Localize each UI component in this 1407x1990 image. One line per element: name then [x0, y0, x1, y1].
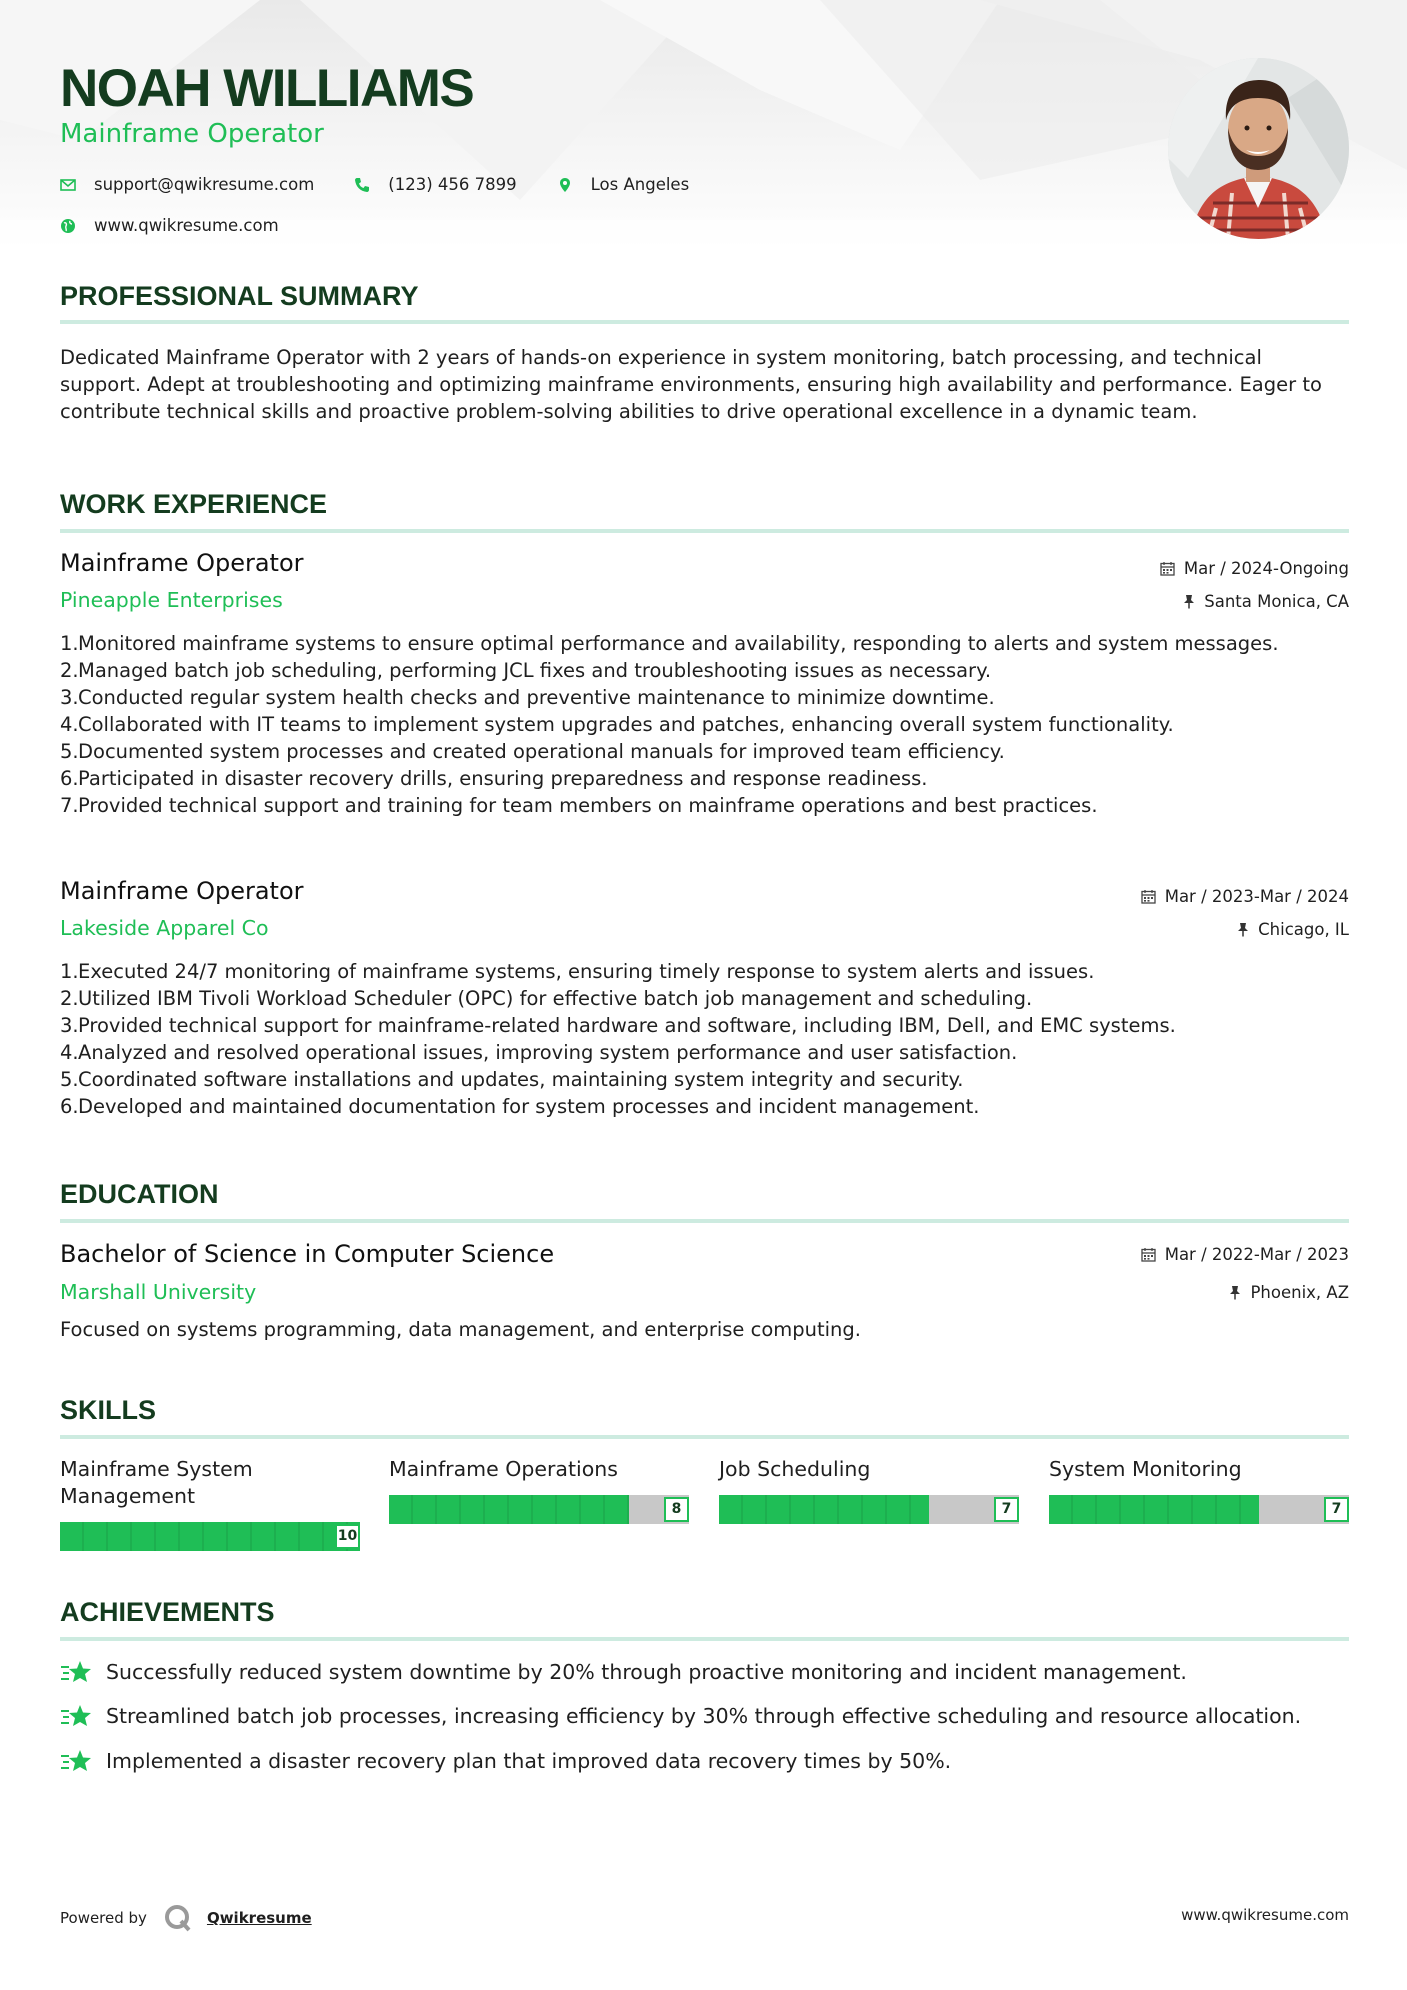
achievements-heading: ACHIEVEMENTS [60, 1597, 275, 1627]
skill-bar-fill [719, 1495, 929, 1524]
envelope-icon [60, 177, 76, 193]
education-dates-text: Mar / 2022-Mar / 2023 [1164, 1245, 1349, 1264]
map-pin-icon [557, 177, 573, 193]
achievement-item [60, 1659, 1187, 1685]
skill-bar [1049, 1495, 1349, 1524]
calendar-icon [1141, 889, 1156, 904]
skill-bar-fill [389, 1495, 629, 1524]
contact-row-primary [60, 175, 689, 194]
contact-email[interactable] [60, 175, 314, 194]
star-award-icon [60, 1748, 92, 1774]
globe-icon [60, 218, 76, 234]
achievement-text: Successfully reduced system downtime by 20% through proactive monitoring and incident management. [106, 1660, 1187, 1684]
job-company: Pineapple Enterprises [60, 588, 283, 612]
list-item: 5. Documented system processes and created operational manuals for improved team efficiency. [60, 740, 1005, 763]
star-award-icon [60, 1703, 92, 1729]
job-title: Mainframe Operator [60, 877, 304, 905]
skill-bar-fill [1049, 1495, 1259, 1524]
achievement-text: Streamlined batch job processes, increasing efficiency by 30% through effective scheduling and resource allocation. [106, 1704, 1302, 1728]
job-bullets [60, 958, 1349, 1120]
list-item: 1. Monitored mainframe systems to ensure optimal performance and availability, responding to alerts and system messages. [60, 632, 1279, 655]
skill-bar [719, 1495, 1019, 1524]
website-text: www.qwikresume.com [94, 216, 279, 235]
job-title: Mainframe Operator [60, 549, 304, 577]
skills-divider [60, 1435, 1349, 1439]
job-dates [1160, 559, 1349, 578]
achievement-item [60, 1748, 951, 1774]
skill-level-badge: 7 [994, 1497, 1019, 1522]
pushpin-icon [1237, 922, 1249, 937]
pushpin-icon [1229, 1285, 1241, 1300]
qwikresume-brand-link[interactable]: Qwikresume [206, 1909, 312, 1927]
skill-level-badge: 8 [664, 1497, 689, 1522]
phone-text: (123) 456 7899 [388, 175, 517, 194]
skill-name: System Monitoring [1049, 1457, 1242, 1481]
skills-heading: SKILLS [60, 1395, 157, 1425]
list-item: 7. Provided technical support and training for team members on mainframe operations and best practices. [60, 794, 1098, 817]
experience-heading: WORK EXPERIENCE [60, 489, 328, 519]
job-dates [1141, 887, 1349, 906]
phone-icon [354, 177, 370, 193]
skill-name: Mainframe Operations [389, 1457, 618, 1481]
email-text: support@qwikresume.com [94, 175, 315, 194]
skill-bar-fill [60, 1522, 360, 1551]
footer-powered-by [60, 1903, 312, 1933]
education-divider [60, 1219, 1349, 1223]
qwikresume-logo-icon [163, 1903, 193, 1933]
list-item: 3. Conducted regular system health checks and preventive maintenance to minimize downtime. [60, 686, 995, 709]
list-item: 3. Provided technical support for mainframe-related hardware and software, including IBM, Dell, and EMC systems. [60, 1014, 1176, 1037]
calendar-icon [1160, 561, 1175, 576]
location-text: Los Angeles [590, 175, 690, 194]
contact-row-secondary [60, 216, 279, 235]
job-location-text: Santa Monica, CA [1204, 592, 1349, 611]
profile-photo-illustration [1168, 58, 1349, 239]
job-dates-text: Mar / 2024-Ongoing [1183, 559, 1349, 578]
job-location [1183, 592, 1349, 611]
list-item: 5. Coordinated software installations and updates, maintaining system integrity and security. [60, 1068, 964, 1091]
job-dates-text: Mar / 2023-Mar / 2024 [1164, 887, 1349, 906]
contact-website[interactable] [60, 216, 279, 235]
candidate-role: Mainframe Operator [60, 119, 324, 149]
list-item: 2. Managed batch job scheduling, performing JCL fixes and troubleshooting issues as necessary. [60, 659, 992, 682]
powered-by-label: Powered by [60, 1909, 147, 1927]
skill-item [719, 1456, 1019, 1517]
education-school: Marshall University [60, 1280, 257, 1304]
list-item: 6. Participated in disaster recovery drills, ensuring preparedness and response readiness. [60, 767, 928, 790]
pushpin-icon [1183, 594, 1195, 609]
summary-text: Dedicated Mainframe Operator with 2 years of hands-on experience in system monitoring, batch processing, and technical support. Adept at troubleshooting and optimizing mainframe environments, ensuring high availability and performance. Eager to contribute technical skills and proactive problem-solving abilities to drive operational excellence in a dynamic team. [60, 346, 1322, 423]
calendar-icon [1141, 1247, 1156, 1262]
skill-bar [389, 1495, 689, 1524]
skill-level-badge: 10 [335, 1524, 360, 1549]
achievements-divider [60, 1637, 1349, 1641]
education-location-text: Phoenix, AZ [1250, 1283, 1349, 1302]
achievement-item [60, 1703, 1301, 1729]
skill-name: Job Scheduling [719, 1457, 871, 1481]
footer-website[interactable]: www.qwikresume.com [1181, 1906, 1349, 1924]
contact-phone[interactable] [354, 175, 516, 194]
skill-item [1049, 1456, 1349, 1517]
summary-heading: PROFESSIONAL SUMMARY [60, 281, 419, 311]
education-description: Focused on systems programming, data management, and enterprise computing. [60, 1318, 861, 1341]
list-item: 2. Utilized IBM Tivoli Workload Scheduler (OPC) for effective batch job management and scheduling. [60, 987, 1033, 1010]
skill-level-badge: 7 [1324, 1497, 1349, 1522]
skill-bar [60, 1522, 360, 1551]
job-company: Lakeside Apparel Co [60, 916, 269, 940]
star-award-icon [60, 1659, 92, 1685]
job-location [1237, 920, 1349, 939]
skill-item [60, 1456, 360, 1544]
list-item: 4. Analyzed and resolved operational issues, improving system performance and user satisfaction. [60, 1041, 1018, 1064]
skill-item [389, 1456, 689, 1517]
list-item: 6. Developed and maintained documentation for system processes and incident management. [60, 1095, 980, 1118]
experience-divider [60, 529, 1349, 533]
skill-name: Mainframe System Management [60, 1457, 253, 1508]
list-item: 1. Executed 24/7 monitoring of mainframe systems, ensuring timely response to system alerts and issues. [60, 960, 1095, 983]
education-dates [1141, 1245, 1349, 1264]
contact-location [557, 175, 690, 194]
education-location [1229, 1283, 1349, 1302]
education-degree: Bachelor of Science in Computer Science [60, 1240, 555, 1268]
education-heading: EDUCATION [60, 1179, 219, 1209]
job-bullets [60, 630, 1349, 819]
list-item: 4. Collaborated with IT teams to implement system upgrades and patches, enhancing overall system functionality. [60, 713, 1174, 736]
job-location-text: Chicago, IL [1258, 920, 1349, 939]
profile-photo [1168, 58, 1349, 239]
summary-divider [60, 320, 1349, 324]
achievement-text: Implemented a disaster recovery plan that improved data recovery times by 50%. [106, 1749, 952, 1773]
candidate-name: NOAH WILLIAMS [60, 59, 474, 118]
